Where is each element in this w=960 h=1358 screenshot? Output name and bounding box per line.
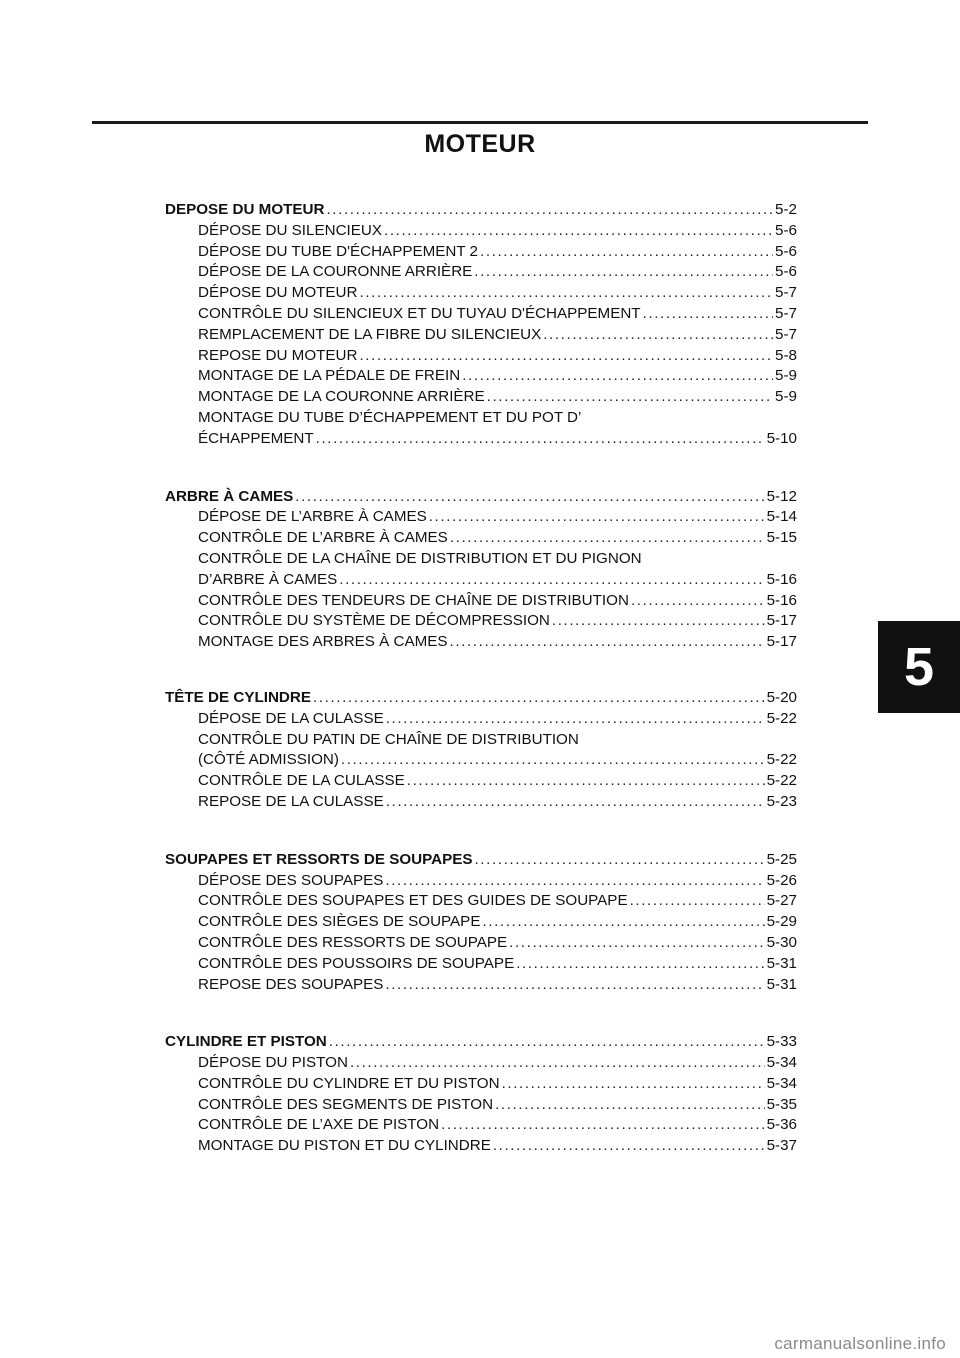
dot-leader [316,429,765,450]
toc-entry[interactable] [165,325,797,346]
dot-leader [385,975,764,996]
toc-page-number: 5-6 [775,242,797,260]
toc-entry-title: DÉPOSE DE L’ARBRE À CAMES [198,508,427,526]
dot-leader [552,611,765,632]
dot-leader [339,570,764,591]
toc-page-number: 5-9 [775,367,797,385]
toc-entry-title: CONTRÔLE DES POUSSOIRS DE SOUPAPE [198,954,515,972]
toc-entry[interactable] [165,242,797,263]
toc-entry-title: CONTRÔLE DE LA CULASSE [198,772,405,790]
dot-leader [630,891,765,912]
toc-entry[interactable] [165,611,797,632]
toc-page-number: 5-36 [766,1116,797,1134]
dot-leader [474,262,773,283]
dot-leader [407,771,765,792]
toc-page-number: 5-37 [766,1137,797,1155]
dot-leader [341,750,765,771]
toc-page-number: 5-17 [766,612,797,630]
toc-page-number: 5-22 [766,772,797,790]
toc-section [165,487,797,653]
toc-page-number: 5-35 [766,1095,797,1113]
toc-entry[interactable] [165,591,797,612]
dot-leader [386,709,765,730]
toc-entry-title: SOUPAPES ET RESSORTS DE SOUPAPES [165,850,473,868]
toc-page-number: 5-25 [766,850,797,868]
toc-entry-title: REPOSE DE LA CULASSE [198,792,384,810]
toc-entry[interactable] [165,730,797,751]
dot-leader [474,850,764,871]
toc-page-number: 5-22 [766,751,797,769]
toc-entry-title: ARBRE À CAMES [165,487,294,505]
toc-page-number: 5-12 [766,487,797,505]
dot-leader [313,688,765,709]
toc-page-number: 5-9 [775,388,797,406]
toc-entry-title: DEPOSE DU MOTEUR [165,201,325,218]
toc-entry[interactable] [165,366,797,387]
dot-leader [495,1095,765,1116]
chapter-tab: 5 [878,621,960,713]
toc-entry[interactable] [165,408,797,429]
toc-section [165,688,797,813]
dot-leader [450,528,765,549]
toc-entry[interactable] [165,632,797,653]
toc-entry-title: CONTRÔLE DE LA CHAÎNE DE DISTRIBUTION ET DU PIGNON [198,549,642,567]
toc-entry-title: DÉPOSE DU PISTON [198,1054,348,1072]
toc-entry-title: MONTAGE DU TUBE D’ÉCHAPPEMENT ET DU POT D’ [198,408,582,426]
toc-entry-title: DÉPOSE DE LA CULASSE [198,709,384,727]
toc-section-heading[interactable] [165,850,797,871]
dot-leader [350,1053,765,1074]
dot-leader [631,591,765,612]
dot-leader [543,325,773,346]
toc-section-heading[interactable] [165,487,797,508]
toc-entry-title: TÊTE DE CYLINDRE [165,688,311,706]
toc-entry-title: CONTRÔLE DU CYLINDRE ET DU PISTON [198,1074,500,1092]
dot-leader [329,1032,765,1053]
top-rule [92,121,868,124]
toc-section [165,850,797,996]
dot-leader [441,1115,765,1136]
toc-entry-title: DÉPOSE DU MOTEUR [198,284,358,302]
toc-entry-title: DÉPOSE DES SOUPAPES [198,871,384,889]
toc-entry-title: (CÔTÉ ADMISSION) [198,751,339,769]
toc-entry-title: CONTRÔLE DES SOUPAPES ET DES GUIDES DE SOUPAPE [198,892,628,910]
dot-leader [509,933,764,954]
toc-page-number: 5-6 [775,263,797,281]
toc-entry[interactable] [165,1095,797,1116]
toc-entry[interactable] [165,507,797,528]
toc-entry-title: CONTRÔLE DU PATIN DE CHAÎNE DE DISTRIBUTION [198,730,579,748]
toc-entry[interactable] [165,975,797,996]
dot-leader [516,954,764,975]
toc-section-heading[interactable] [165,1032,797,1053]
toc-entry-title: CONTRÔLE DU SYSTÈME DE DÉCOMPRESSION [198,612,550,630]
toc-entry[interactable] [165,346,797,367]
toc-entry[interactable] [165,891,797,912]
toc-page-number: 5-31 [766,975,797,993]
toc-entry-title: MONTAGE DES ARBRES À CAMES [198,633,448,651]
toc-entry[interactable] [165,771,797,792]
toc-entry-title: REPOSE DU MOTEUR [198,346,358,364]
toc-entry-title: CONTRÔLE DES SEGMENTS DE PISTON [198,1095,494,1113]
toc-page-number: 5-22 [766,709,797,727]
toc-page-number: 5-10 [766,429,797,447]
dot-leader [326,200,773,221]
toc-entry[interactable] [165,570,797,591]
toc-entry[interactable] [165,709,797,730]
toc-entry[interactable] [165,954,797,975]
toc-entry[interactable] [165,912,797,933]
toc-entry[interactable] [165,429,797,450]
toc-entry[interactable] [165,1074,797,1095]
toc-entry[interactable] [165,262,797,283]
dot-leader [385,871,764,892]
toc-entry[interactable] [165,1136,797,1157]
toc-entry-title: D’ARBRE À CAMES [198,570,338,588]
toc-entry[interactable] [165,387,797,408]
dot-leader [493,1136,765,1157]
toc-page-number: 5-16 [766,591,797,609]
toc-page-number: 5-7 [775,284,797,302]
dot-leader [359,346,773,367]
toc-page-number: 5-6 [775,221,797,239]
toc-entry[interactable] [165,221,797,242]
toc-entry-title: CONTRÔLE DU SILENCIEUX ET DU TUYAU D'ÉCHAPPEMENT [198,304,641,322]
toc-entry[interactable] [165,549,797,570]
dot-leader [462,366,773,387]
toc-entry[interactable] [165,283,797,304]
toc-page-number: 5-7 [775,304,797,322]
toc-entry-title: CONTRÔLE DES SIÈGES DE SOUPAPE [198,913,481,931]
toc-entry[interactable] [165,871,797,892]
toc-page-number: 5-31 [766,954,797,972]
toc-page-number: 5-16 [766,570,797,588]
toc-page-number: 5-23 [766,792,797,810]
toc-entry[interactable] [165,750,797,771]
toc-page-number: 5-8 [775,346,797,364]
toc-page-number: 5-2 [775,201,797,218]
toc-entry-title: REMPLACEMENT DE LA FIBRE DU SILENCIEUX [198,325,542,343]
toc-section [165,1032,797,1157]
dot-leader [429,507,765,528]
toc-entry-title: REPOSE DES SOUPAPES [198,975,384,993]
toc-entry[interactable] [165,1053,797,1074]
toc-page-number: 5-26 [766,871,797,889]
toc-entry-title: MONTAGE DE LA PÉDALE DE FREIN [198,367,461,385]
toc-entry-title: ÉCHAPPEMENT [198,429,314,447]
toc-entry-title: CONTRÔLE DES RESSORTS DE SOUPAPE [198,933,508,951]
toc-entry[interactable] [165,792,797,813]
toc-entry-title: MONTAGE DE LA COURONNE ARRIÈRE [198,388,485,406]
dot-leader [386,792,765,813]
page-title: MOTEUR [424,130,536,158]
toc-entry[interactable] [165,1115,797,1136]
dot-leader [295,487,764,508]
toc-page-number: 5-33 [766,1033,797,1051]
toc-section-heading[interactable] [165,688,797,709]
toc-page-number: 5-7 [775,325,797,343]
dot-leader [450,632,765,653]
toc-entry[interactable] [165,933,797,954]
toc-section [165,200,797,450]
toc-section-heading[interactable] [165,200,797,221]
toc-page-number: 5-15 [766,529,797,547]
toc-entry-title: DÉPOSE DE LA COURONNE ARRIÈRE [198,263,473,281]
toc-entry-title: CONTRÔLE DE L’AXE DE PISTON [198,1116,440,1134]
dot-leader [482,912,764,933]
dot-leader [502,1074,765,1095]
toc-entry-title: CONTRÔLE DES TENDEURS DE CHAÎNE DE DISTRIBUTION [198,591,629,609]
toc-page-number: 5-27 [766,892,797,910]
toc-page-number: 5-30 [766,933,797,951]
toc-page-number: 5-14 [766,508,797,526]
watermark: carmanualsonline.info [774,1334,946,1353]
toc-page-number: 5-34 [766,1054,797,1072]
toc-entry[interactable] [165,304,797,325]
toc-page-number: 5-34 [766,1074,797,1092]
toc-entry-title: CONTRÔLE DE L’ARBRE À CAMES [198,529,448,547]
dot-leader [480,242,773,263]
toc-page-number: 5-17 [766,633,797,651]
table-of-contents [165,200,797,1194]
toc-entry[interactable] [165,528,797,549]
toc-entry-title: MONTAGE DU PISTON ET DU CYLINDRE [198,1137,491,1155]
toc-page-number: 5-20 [766,688,797,706]
toc-entry-title: DÉPOSE DU TUBE D'ÉCHAPPEMENT 2 [198,242,478,260]
toc-page-number: 5-29 [766,913,797,931]
dot-leader [487,387,773,408]
dot-leader [359,283,773,304]
toc-entry-title: DÉPOSE DU SILENCIEUX [198,221,382,239]
dot-leader [384,221,773,242]
dot-leader [643,304,773,325]
toc-entry-title: CYLINDRE ET PISTON [165,1033,327,1051]
